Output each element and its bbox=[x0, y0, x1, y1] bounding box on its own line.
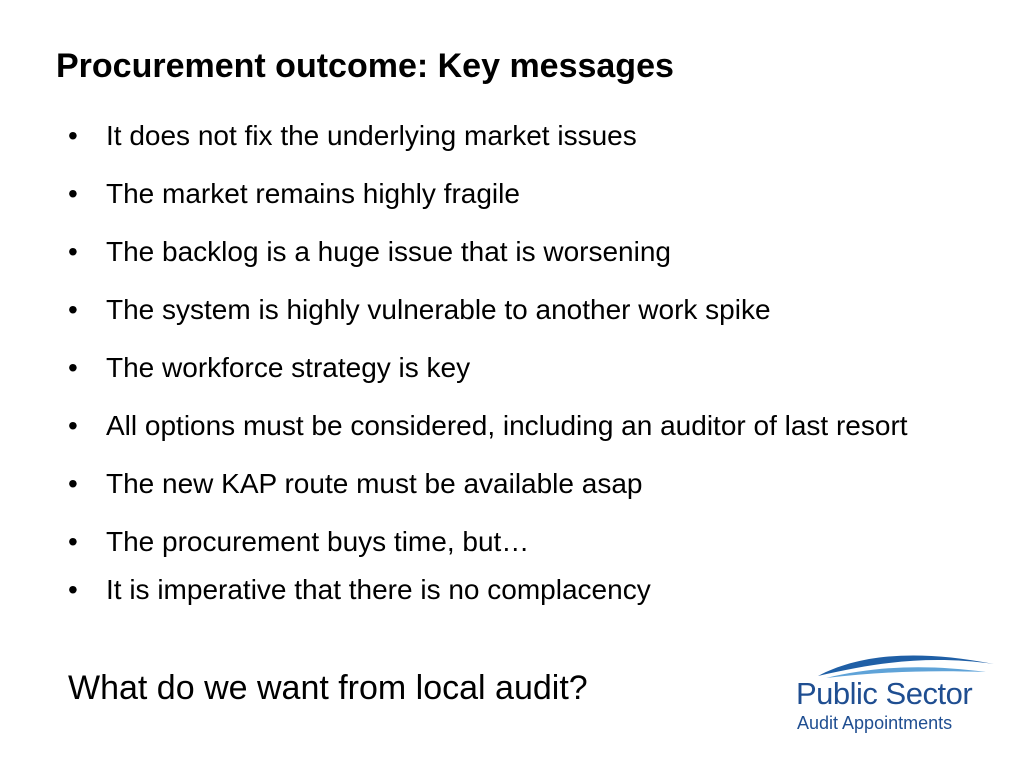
bullet-marker: • bbox=[68, 352, 78, 383]
bullet-marker: • bbox=[68, 410, 78, 441]
bullet-marker: • bbox=[68, 526, 78, 557]
slide-title: Procurement outcome: Key messages bbox=[56, 47, 674, 85]
bullet-marker: • bbox=[68, 236, 78, 267]
bullet-text: It is imperative that there is no complacency bbox=[106, 574, 651, 605]
bullet-list bbox=[68, 116, 968, 628]
psaa-logo bbox=[796, 650, 996, 740]
bullet-item bbox=[68, 116, 968, 156]
logo-text-public-sector: Public Sector bbox=[796, 676, 973, 711]
bullet-item bbox=[68, 174, 968, 214]
bullet-text: The procurement buys time, but… bbox=[106, 526, 530, 557]
bullet-item bbox=[68, 290, 968, 330]
bullet-marker: • bbox=[68, 468, 78, 499]
bullet-text: The backlog is a huge issue that is worsening bbox=[106, 236, 671, 267]
closing-question: What do we want from local audit? bbox=[68, 669, 588, 707]
bullet-marker: • bbox=[68, 574, 78, 605]
bullet-text: The workforce strategy is key bbox=[106, 352, 471, 383]
bullet-item bbox=[68, 348, 968, 388]
bullet-item bbox=[68, 464, 968, 504]
logo-text-audit-appointments: Audit Appointments bbox=[797, 713, 953, 733]
bullet-text: It does not fix the underlying market issues bbox=[106, 120, 637, 151]
bullet-marker: • bbox=[68, 294, 78, 325]
bullet-item bbox=[68, 406, 968, 446]
bullet-marker: • bbox=[68, 120, 78, 151]
bullet-text: The system is highly vulnerable to another work spike bbox=[106, 294, 771, 325]
bullet-item bbox=[68, 570, 968, 610]
bullet-text: All options must be considered, including an auditor of last resort bbox=[106, 410, 908, 441]
bullet-marker: • bbox=[68, 178, 78, 209]
bullet-item bbox=[68, 232, 968, 272]
bullet-item bbox=[68, 522, 968, 562]
bullet-text: The market remains highly fragile bbox=[106, 178, 520, 209]
bullet-text: The new KAP route must be available asap bbox=[106, 468, 643, 499]
